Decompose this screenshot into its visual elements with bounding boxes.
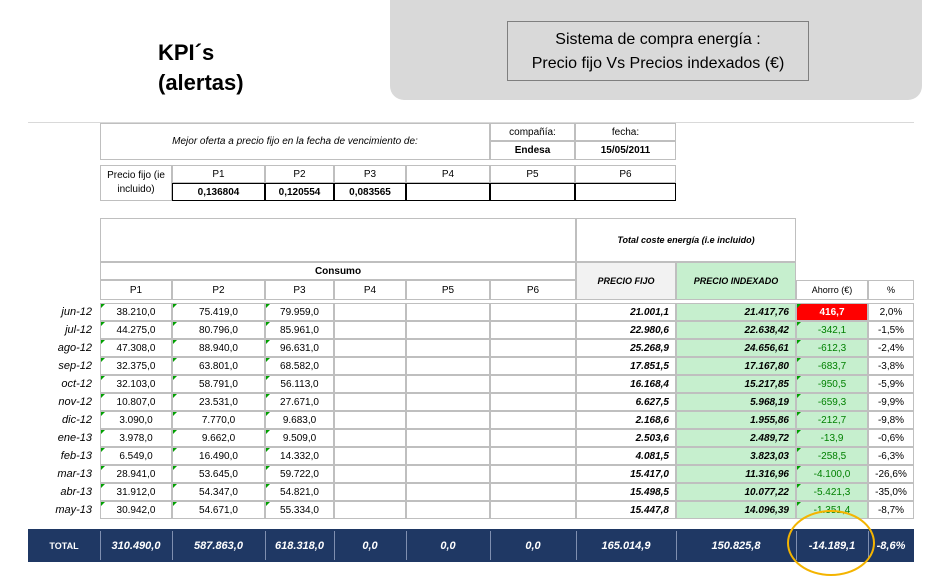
- col-ahorro-header: Ahorro (€): [796, 280, 868, 300]
- cell-p2[interactable]: 7.770,0: [172, 411, 265, 429]
- cell-p4[interactable]: [334, 429, 406, 447]
- cell-precio-indexado[interactable]: 22.638,42: [676, 321, 796, 339]
- period-header-p1: P1: [100, 280, 172, 300]
- cell-ahorro[interactable]: -950,5: [796, 375, 868, 393]
- highlight-circle: [787, 510, 875, 576]
- total-p4: 0,0: [362, 539, 378, 552]
- cell-p4[interactable]: [334, 303, 406, 321]
- cell-p3[interactable]: 85.961,0: [265, 321, 334, 339]
- cell-p3[interactable]: 9.683,0: [265, 411, 334, 429]
- cell-pct[interactable]: -3,8%: [868, 357, 914, 375]
- cell-precio-fijo[interactable]: 16.168,4: [576, 375, 676, 393]
- fixed-price-value-p6[interactable]: [575, 183, 676, 201]
- group-consumo-header: Consumo: [100, 262, 576, 280]
- total-divider: [172, 531, 173, 560]
- total-fijo: 165.014,9: [601, 539, 651, 552]
- cell-p4[interactable]: [334, 357, 406, 375]
- cell-pct[interactable]: -0,6%: [868, 429, 914, 447]
- period-header-p2: P2: [172, 280, 265, 300]
- cell-p1[interactable]: 6.549,0: [100, 447, 172, 465]
- row-month-label: jun-12: [61, 306, 92, 318]
- cell-p6[interactable]: [490, 429, 576, 447]
- cell-p5[interactable]: [406, 483, 490, 501]
- total-p6: 0,0: [525, 539, 541, 552]
- cell-p3[interactable]: 56.113,0: [265, 375, 334, 393]
- total-divider: [406, 531, 407, 560]
- cell-p5[interactable]: [406, 501, 490, 519]
- fixed-price-value-p2[interactable]: 0,120554: [265, 183, 334, 201]
- cell-p1[interactable]: 32.103,0: [100, 375, 172, 393]
- cell-precio-indexado[interactable]: 11.316,96: [676, 465, 796, 483]
- cell-p5[interactable]: [406, 447, 490, 465]
- cell-p2[interactable]: 16.490,0: [172, 447, 265, 465]
- period-header-p5: P5: [406, 280, 490, 300]
- cell-p6[interactable]: [490, 303, 576, 321]
- total-label: TOTAL: [49, 540, 79, 551]
- row-month-label: oct-12: [61, 378, 92, 390]
- cell-pct[interactable]: -8,7%: [868, 501, 914, 519]
- fixed-price-header-p1: P1: [172, 165, 265, 183]
- fixed-price-header-p3: P3: [334, 165, 406, 183]
- cell-precio-indexado[interactable]: 1.955,86: [676, 411, 796, 429]
- cell-p2[interactable]: 54.671,0: [172, 501, 265, 519]
- cell-ahorro[interactable]: -659,3: [796, 393, 868, 411]
- cell-precio-fijo[interactable]: 15.447,8: [576, 501, 676, 519]
- cell-p5[interactable]: [406, 375, 490, 393]
- cell-p4[interactable]: [334, 501, 406, 519]
- cell-p1[interactable]: 44.275,0: [100, 321, 172, 339]
- row-month-label: mar-13: [57, 468, 92, 480]
- total-indexado: 150.825,8: [711, 539, 761, 552]
- period-header-p6: P6: [490, 280, 576, 300]
- total-divider: [265, 531, 266, 560]
- table-header-blank: [100, 218, 576, 262]
- cell-precio-fijo[interactable]: 4.081,5: [576, 447, 676, 465]
- row-month-label: feb-13: [60, 450, 92, 462]
- cell-p4[interactable]: [334, 483, 406, 501]
- cell-p6[interactable]: [490, 483, 576, 501]
- cell-p2[interactable]: 9.662,0: [172, 429, 265, 447]
- offer-label: Mejor oferta a precio fijo en la fecha de vencimiento de:: [100, 123, 490, 160]
- fixed-price-label: [100, 165, 172, 201]
- cell-p3[interactable]: 68.582,0: [265, 357, 334, 375]
- cell-p3[interactable]: 54.821,0: [265, 483, 334, 501]
- header-line1: Sistema de compra energía :: [555, 31, 761, 48]
- cell-ahorro[interactable]: -13,9: [796, 429, 868, 447]
- fixed-price-header-p5: P5: [490, 165, 575, 183]
- cell-p6[interactable]: [490, 321, 576, 339]
- total-divider: [490, 531, 491, 560]
- cell-p5[interactable]: [406, 339, 490, 357]
- total-p1: 310.490,0: [111, 539, 161, 552]
- cell-p5[interactable]: [406, 465, 490, 483]
- total-p3: 618.318,0: [275, 539, 324, 552]
- cell-ahorro[interactable]: -612,3: [796, 339, 868, 357]
- row-month-label: abr-13: [60, 486, 92, 498]
- cell-p3[interactable]: 14.332,0: [265, 447, 334, 465]
- fixed-price-value-p1[interactable]: 0,136804: [172, 183, 265, 201]
- fixed-price-header-p2: P2: [265, 165, 334, 183]
- row-month-label: ene-13: [57, 432, 92, 444]
- cell-p6[interactable]: [490, 465, 576, 483]
- page-title: [158, 38, 244, 98]
- row-month-label: may-13: [55, 504, 92, 516]
- cell-p5[interactable]: [406, 429, 490, 447]
- cell-precio-fijo[interactable]: 15.417,0: [576, 465, 676, 483]
- total-p5: 0,0: [440, 539, 456, 552]
- cell-p3[interactable]: 59.722,0: [265, 465, 334, 483]
- cell-p6[interactable]: [490, 393, 576, 411]
- cell-p4[interactable]: [334, 339, 406, 357]
- cell-p1[interactable]: 3.090,0: [100, 411, 172, 429]
- cell-precio-indexado[interactable]: 2.489,72: [676, 429, 796, 447]
- cell-p5[interactable]: [406, 321, 490, 339]
- row-month-label: nov-12: [58, 396, 92, 408]
- cell-precio-indexado[interactable]: 10.077,22: [676, 483, 796, 501]
- cell-p4[interactable]: [334, 375, 406, 393]
- cell-p2[interactable]: 63.801,0: [172, 357, 265, 375]
- cell-pct[interactable]: -5,9%: [868, 375, 914, 393]
- fixed-price-value-p5[interactable]: [490, 183, 575, 201]
- cell-precio-fijo[interactable]: 21.001,1: [576, 303, 676, 321]
- cell-precio-indexado[interactable]: 5.968,19: [676, 393, 796, 411]
- cell-p5[interactable]: [406, 357, 490, 375]
- cell-p6[interactable]: [490, 357, 576, 375]
- cell-p3[interactable]: 55.334,0: [265, 501, 334, 519]
- col-pct-header: %: [868, 280, 914, 300]
- company-value[interactable]: Endesa: [490, 141, 575, 160]
- cell-p4[interactable]: [334, 465, 406, 483]
- cell-p1[interactable]: 30.942,0: [100, 501, 172, 519]
- cell-ahorro[interactable]: -212,7: [796, 411, 868, 429]
- cell-p2[interactable]: 23.531,0: [172, 393, 265, 411]
- cell-p2[interactable]: 75.419,0: [172, 303, 265, 321]
- cell-precio-fijo[interactable]: 22.980,6: [576, 321, 676, 339]
- group-total-header: Total coste energía (i.e incluido): [576, 218, 796, 262]
- cell-p4[interactable]: [334, 447, 406, 465]
- cell-ahorro[interactable]: -5.421,3: [796, 483, 868, 501]
- header-line2: Precio fijo Vs Precios indexados (€): [531, 55, 785, 72]
- cell-ahorro[interactable]: -258,5: [796, 447, 868, 465]
- row-month-label: sep-12: [58, 360, 92, 372]
- total-divider: [576, 531, 577, 560]
- fixed-price-label-line2: incluido): [117, 184, 155, 195]
- cell-p2[interactable]: 88.940,0: [172, 339, 265, 357]
- cell-precio-indexado[interactable]: 15.217,85: [676, 375, 796, 393]
- cell-p1[interactable]: 47.308,0: [100, 339, 172, 357]
- cell-p6[interactable]: [490, 411, 576, 429]
- fixed-price-value-p3[interactable]: 0,083565: [334, 183, 406, 201]
- cell-p1[interactable]: 10.807,0: [100, 393, 172, 411]
- page-title-line2: (alertas): [158, 70, 244, 95]
- cell-p5[interactable]: [406, 393, 490, 411]
- cell-precio-indexado[interactable]: 14.096,39: [676, 501, 796, 519]
- cell-p3[interactable]: 96.631,0: [265, 339, 334, 357]
- header-box: [507, 21, 809, 81]
- cell-p5[interactable]: [406, 303, 490, 321]
- cell-precio-fijo[interactable]: 25.268,9: [576, 339, 676, 357]
- cell-pct[interactable]: 2,0%: [868, 303, 914, 321]
- cell-pct[interactable]: -26,6%: [868, 465, 914, 483]
- cell-precio-indexado[interactable]: 17.167,80: [676, 357, 796, 375]
- cell-p2[interactable]: 54.347,0: [172, 483, 265, 501]
- cell-precio-fijo[interactable]: 17.851,5: [576, 357, 676, 375]
- fixed-price-header-p4: P4: [406, 165, 490, 183]
- cell-precio-fijo[interactable]: 15.498,5: [576, 483, 676, 501]
- cell-precio-fijo[interactable]: 2.168,6: [576, 411, 676, 429]
- row-month-label: jul-12: [65, 324, 92, 336]
- cell-p3[interactable]: 9.509,0: [265, 429, 334, 447]
- cell-p2[interactable]: 53.645,0: [172, 465, 265, 483]
- cell-ahorro[interactable]: -683,7: [796, 357, 868, 375]
- cell-p1[interactable]: 38.210,0: [100, 303, 172, 321]
- cell-p1[interactable]: 28.941,0: [100, 465, 172, 483]
- company-label: compañía:: [490, 123, 575, 141]
- cell-ahorro[interactable]: -342,1: [796, 321, 868, 339]
- cell-pct[interactable]: -9,8%: [868, 411, 914, 429]
- fixed-price-header-p6: P6: [575, 165, 676, 183]
- row-month-label: ago-12: [57, 342, 92, 354]
- cell-precio-indexado[interactable]: 24.656,61: [676, 339, 796, 357]
- total-divider: [334, 531, 335, 560]
- cell-ahorro[interactable]: -1.351,4: [796, 501, 868, 519]
- cell-p4[interactable]: [334, 411, 406, 429]
- cell-p3[interactable]: 79.959,0: [265, 303, 334, 321]
- cell-pct[interactable]: -9,9%: [868, 393, 914, 411]
- cell-ahorro[interactable]: 416,7: [796, 303, 868, 321]
- total-divider: [676, 531, 677, 560]
- cell-pct[interactable]: -1,5%: [868, 321, 914, 339]
- row-month-label: dic-12: [62, 414, 92, 426]
- cell-pct[interactable]: -2,4%: [868, 339, 914, 357]
- total-ahorro: -14.189,1: [808, 539, 856, 552]
- cell-p4[interactable]: [334, 393, 406, 411]
- cell-p1[interactable]: 31.912,0: [100, 483, 172, 501]
- total-pct: -8,6%: [876, 539, 906, 552]
- total-divider: [100, 531, 101, 560]
- col-precio-fijo-header: PRECIO FIJO: [576, 262, 676, 300]
- cell-precio-fijo[interactable]: 2.503,6: [576, 429, 676, 447]
- cell-precio-indexado[interactable]: 3.823,03: [676, 447, 796, 465]
- cell-pct[interactable]: -6,3%: [868, 447, 914, 465]
- cell-p2[interactable]: 58.791,0: [172, 375, 265, 393]
- cell-p6[interactable]: [490, 375, 576, 393]
- date-label: fecha:: [575, 123, 676, 141]
- cell-ahorro[interactable]: -4.100,0: [796, 465, 868, 483]
- cell-pct[interactable]: -35,0%: [868, 483, 914, 501]
- col-precio-indexado-header: PRECIO INDEXADO: [676, 262, 796, 300]
- fixed-price-label-line1: Precio fijo (ie: [107, 170, 165, 181]
- cell-p6[interactable]: [490, 501, 576, 519]
- fixed-price-value-p4[interactable]: [406, 183, 490, 201]
- cell-p6[interactable]: [490, 447, 576, 465]
- cell-p4[interactable]: [334, 321, 406, 339]
- page-title-line1: KPI´s: [158, 40, 215, 65]
- cell-p3[interactable]: 27.671,0: [265, 393, 334, 411]
- cell-p5[interactable]: [406, 411, 490, 429]
- period-header-p4: P4: [334, 280, 406, 300]
- date-value[interactable]: 15/05/2011: [575, 141, 676, 160]
- cell-p6[interactable]: [490, 339, 576, 357]
- total-p2: 587.863,0: [194, 539, 243, 552]
- cell-precio-fijo[interactable]: 6.627,5: [576, 393, 676, 411]
- cell-precio-indexado[interactable]: 21.417,76: [676, 303, 796, 321]
- cell-p2[interactable]: 80.796,0: [172, 321, 265, 339]
- period-header-p3: P3: [265, 280, 334, 300]
- cell-p1[interactable]: 32.375,0: [100, 357, 172, 375]
- cell-p1[interactable]: 3.978,0: [100, 429, 172, 447]
